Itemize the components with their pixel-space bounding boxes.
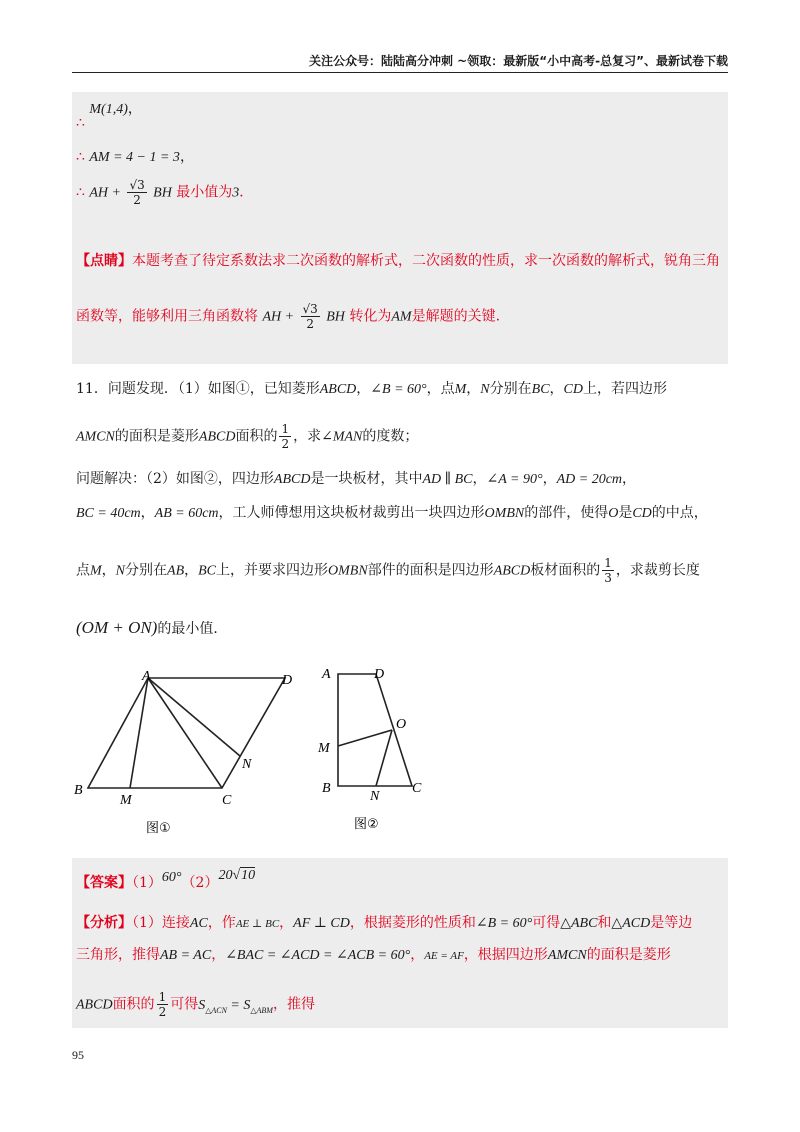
- analysis-text: 三角形，推得: [76, 947, 160, 963]
- math-tri-abc: △ABC: [560, 916, 598, 931]
- math-o: O: [608, 506, 619, 521]
- punct: ，: [211, 947, 226, 963]
- frac-den: 2: [133, 193, 141, 207]
- math-angle-b: ∠B = 60°: [370, 382, 427, 397]
- segment-om: [338, 730, 392, 746]
- label-c: C: [222, 793, 232, 808]
- problem-text: 的面积是菱形: [114, 428, 199, 445]
- analysis-line-2: [76, 944, 671, 964]
- problem-text: ，工人师傅想用这块板材裁剪出一块四边形: [218, 505, 485, 521]
- analysis-text: ，推得: [272, 996, 315, 1013]
- frac-den: 3: [604, 571, 612, 585]
- problem-text: 是一块板材，其中: [310, 471, 423, 487]
- label-m: M: [318, 741, 330, 756]
- problem-text: 面积的: [235, 428, 278, 445]
- figure-2-caption: 图②: [354, 817, 379, 832]
- label-o: O: [396, 717, 407, 732]
- punct: ，: [140, 505, 155, 521]
- math-angle-b: ∠B = 60°: [475, 916, 533, 931]
- math-angle-a: ∠A = 90°: [486, 472, 543, 487]
- frac-num: √3: [302, 302, 318, 316]
- punct: ，: [410, 947, 425, 963]
- math-ab: AB: [167, 563, 185, 579]
- expr-bh: BH: [153, 185, 172, 201]
- figure-1-rhombus: [70, 660, 310, 840]
- math-bc-length: BC = 40cm: [76, 506, 141, 521]
- fraction-half: [279, 422, 291, 451]
- expr-bh: BH: [326, 309, 345, 325]
- analysis-text: （1）连接: [132, 915, 190, 931]
- am-equation: AM = 4 − 1 = 3: [89, 150, 180, 165]
- page-number: 95: [72, 1048, 84, 1062]
- problem-text: 分别在: [489, 381, 532, 397]
- punct: ，: [101, 562, 116, 579]
- problem-text: ，点: [426, 381, 455, 397]
- math-ombn: OMBN: [484, 506, 525, 521]
- analysis-text: 和: [597, 915, 612, 931]
- frac-num: 1: [158, 990, 167, 1004]
- answer-part-1: （1）: [132, 875, 162, 891]
- math-ab-length: AB = 60cm: [154, 506, 219, 521]
- math-om-plus-on: (OM + ON): [76, 618, 158, 637]
- problem-line-1: [76, 378, 667, 398]
- comment-label: 【点睛】: [76, 253, 132, 269]
- math-af-perp-cd: AF ⊥ CD: [293, 916, 350, 931]
- problem-text: ，求: [293, 428, 322, 445]
- math-bc: BC: [531, 382, 550, 397]
- analysis-label: 【分析】: [76, 915, 132, 931]
- label-b: B: [322, 781, 331, 796]
- label-n: N: [370, 789, 380, 804]
- math-n: N: [480, 382, 490, 397]
- fraction-third: [602, 556, 614, 585]
- answer-label: 【答案】: [76, 875, 132, 891]
- label-m: M: [120, 793, 132, 808]
- problem-text: 上，并要求四边形: [216, 562, 329, 579]
- expr-ah: AH +: [89, 185, 121, 201]
- math-n: N: [115, 563, 126, 579]
- problem-text: 问题解决：（2）如图②，四边形: [76, 471, 274, 487]
- solution-line-3: [76, 178, 253, 207]
- problem-line-6: [76, 618, 227, 638]
- therefore-symbol: ∴: [76, 115, 85, 131]
- problem-text: 点: [76, 562, 90, 579]
- problem-text: 的度数；: [362, 428, 419, 445]
- label-d: D: [282, 673, 293, 688]
- problem-text: 上，若四边形: [582, 381, 667, 397]
- problem-text: ，求裁剪长度: [615, 562, 700, 579]
- math-abcd: ABCD: [198, 429, 236, 445]
- frac-num: √3: [129, 178, 145, 192]
- comment-text-2c: 是解题的关键.: [411, 308, 501, 325]
- analysis-text: 可得: [532, 915, 561, 931]
- analysis-text: 的面积是菱形: [586, 947, 671, 963]
- punct: ，: [127, 101, 142, 117]
- math-sub: △ACN: [205, 1005, 227, 1015]
- math-m: M: [90, 563, 102, 579]
- math-abcd: ABCD: [319, 382, 357, 397]
- math-angles-60: ∠BAC = ∠ACD = ∠ACB = 60°: [225, 948, 411, 963]
- label-b: B: [74, 783, 83, 798]
- math-s: S: [198, 997, 206, 1013]
- analysis-text: ，作: [207, 915, 236, 931]
- analysis-text: ，根据四边形: [463, 947, 548, 963]
- math-ae-eq-af: AE = AF: [424, 950, 464, 962]
- math-cd: CD: [632, 506, 652, 521]
- comment-text-2b: 转化为: [349, 308, 392, 325]
- header-rule: [72, 72, 728, 73]
- math-abcd: ABCD: [76, 997, 113, 1013]
- fraction-sqrt3-over-2: [127, 178, 146, 207]
- problem-text: 的部件，使得: [524, 505, 609, 521]
- segment-an: [148, 678, 240, 756]
- math-abcd: ABCD: [493, 563, 531, 579]
- page-header: 关注公众号：陆陆高分冲刺 ~领取：最新版“小中高考-总复习”、最新试卷下载: [309, 54, 728, 68]
- analysis-text: 面积的: [112, 996, 155, 1013]
- frac-den: 2: [306, 317, 314, 331]
- expr-ah: AH +: [262, 309, 295, 325]
- math-area-equation: [198, 998, 273, 1013]
- math-cd: CD: [563, 382, 583, 397]
- math-tri-acd: △ACD: [611, 916, 651, 931]
- math-eq: =: [226, 997, 244, 1013]
- comment-line-2: [76, 302, 500, 331]
- label-c: C: [412, 781, 422, 796]
- analysis-text: 可得: [170, 996, 199, 1013]
- segment-on: [376, 730, 392, 786]
- problem-line-4: [76, 502, 708, 522]
- math-abcd: ABCD: [273, 472, 311, 487]
- math-ad: AD = 20cm: [556, 472, 623, 487]
- math-ae-perp-bc: AE ⊥ BC: [235, 918, 280, 930]
- analysis-text: 是等边: [650, 915, 693, 931]
- label-a: A: [142, 669, 151, 684]
- solution-line-1: [76, 98, 142, 131]
- problem-line-3: [76, 468, 636, 488]
- segment-ac: [148, 678, 222, 788]
- analysis-line-1: [76, 912, 692, 932]
- answer-line: [76, 868, 256, 892]
- punct: ．: [239, 184, 254, 201]
- min-text: 最小值为: [176, 184, 233, 201]
- math-m: M: [454, 382, 467, 397]
- answer-value-2: 20√10: [218, 868, 256, 883]
- label-n: N: [242, 757, 252, 772]
- answer-coef: 20: [218, 868, 233, 883]
- answer-part-2: （2）: [181, 875, 219, 891]
- frac-den: 2: [158, 1005, 167, 1019]
- comment-line-1: [76, 250, 720, 270]
- punct: ，: [466, 381, 481, 397]
- min-value: 3: [232, 185, 240, 201]
- problem-text: 的中点，: [651, 505, 708, 521]
- figure-1-caption: 图①: [146, 821, 171, 836]
- frac-num: 1: [604, 556, 612, 570]
- analysis-line-3: [76, 990, 315, 1019]
- problem-text: 11．问题发现．（1）如图①，已知菱形: [76, 381, 320, 397]
- therefore-symbol: ∴: [76, 149, 85, 165]
- frac-num: 1: [281, 422, 290, 436]
- problem-text: 板材面积的: [530, 562, 601, 579]
- problem-text: 部件的面积是四边形: [367, 562, 494, 579]
- math-sub: △ABM: [250, 1005, 273, 1015]
- math-amcn: AMCN: [547, 948, 587, 963]
- math-parallel: AD ∥ BC: [422, 472, 473, 487]
- problem-text: 是: [618, 505, 633, 521]
- punct: ，: [542, 471, 557, 487]
- problem-text: 分别在: [125, 562, 168, 579]
- answer-radicand: 10: [241, 868, 256, 883]
- rhombus-outline: [88, 678, 285, 788]
- math-angle-man: ∠MAN: [321, 429, 363, 445]
- punct: ，: [549, 381, 564, 397]
- math-amcn: AMCN: [76, 429, 115, 445]
- math-ab-eq-ac: AB = AC: [160, 948, 212, 963]
- math-bc: BC: [198, 563, 217, 579]
- math-s: S: [243, 997, 251, 1013]
- therefore-symbol: ∴: [76, 184, 85, 201]
- expr-am: AM: [391, 309, 412, 325]
- comment-text-1: 本题考查了待定系数法求二次函数的解析式，二次函数的性质，求一次函数的解析式，锐角三角: [132, 253, 720, 269]
- punct: ，: [622, 471, 637, 487]
- answer-value-1: 60°: [161, 870, 182, 885]
- math-ombn: OMBN: [328, 563, 368, 579]
- point-m-coordinates: M(1,4): [89, 102, 128, 117]
- punct: ，: [179, 149, 194, 165]
- analysis-text: ，根据菱形的性质和: [349, 915, 476, 931]
- problem-text: 的最小值．: [157, 621, 228, 637]
- punct: ，: [472, 471, 487, 487]
- solution-line-2: [76, 146, 194, 166]
- fraction-half: [157, 990, 169, 1019]
- problem-line-5: [76, 556, 700, 585]
- frac-den: 2: [281, 437, 290, 451]
- label-d: D: [374, 667, 385, 682]
- label-a: A: [322, 667, 331, 682]
- punct: ，: [356, 381, 371, 397]
- fraction-sqrt3-over-2: [301, 302, 320, 331]
- math-ac: AC: [189, 916, 208, 931]
- figure-2-trapezoid: [316, 660, 436, 840]
- comment-text-2a: 函数等，能够利用三角函数将: [76, 308, 258, 325]
- punct: ，: [279, 915, 294, 931]
- problem-line-2: [76, 422, 418, 451]
- punct: ，: [184, 562, 199, 579]
